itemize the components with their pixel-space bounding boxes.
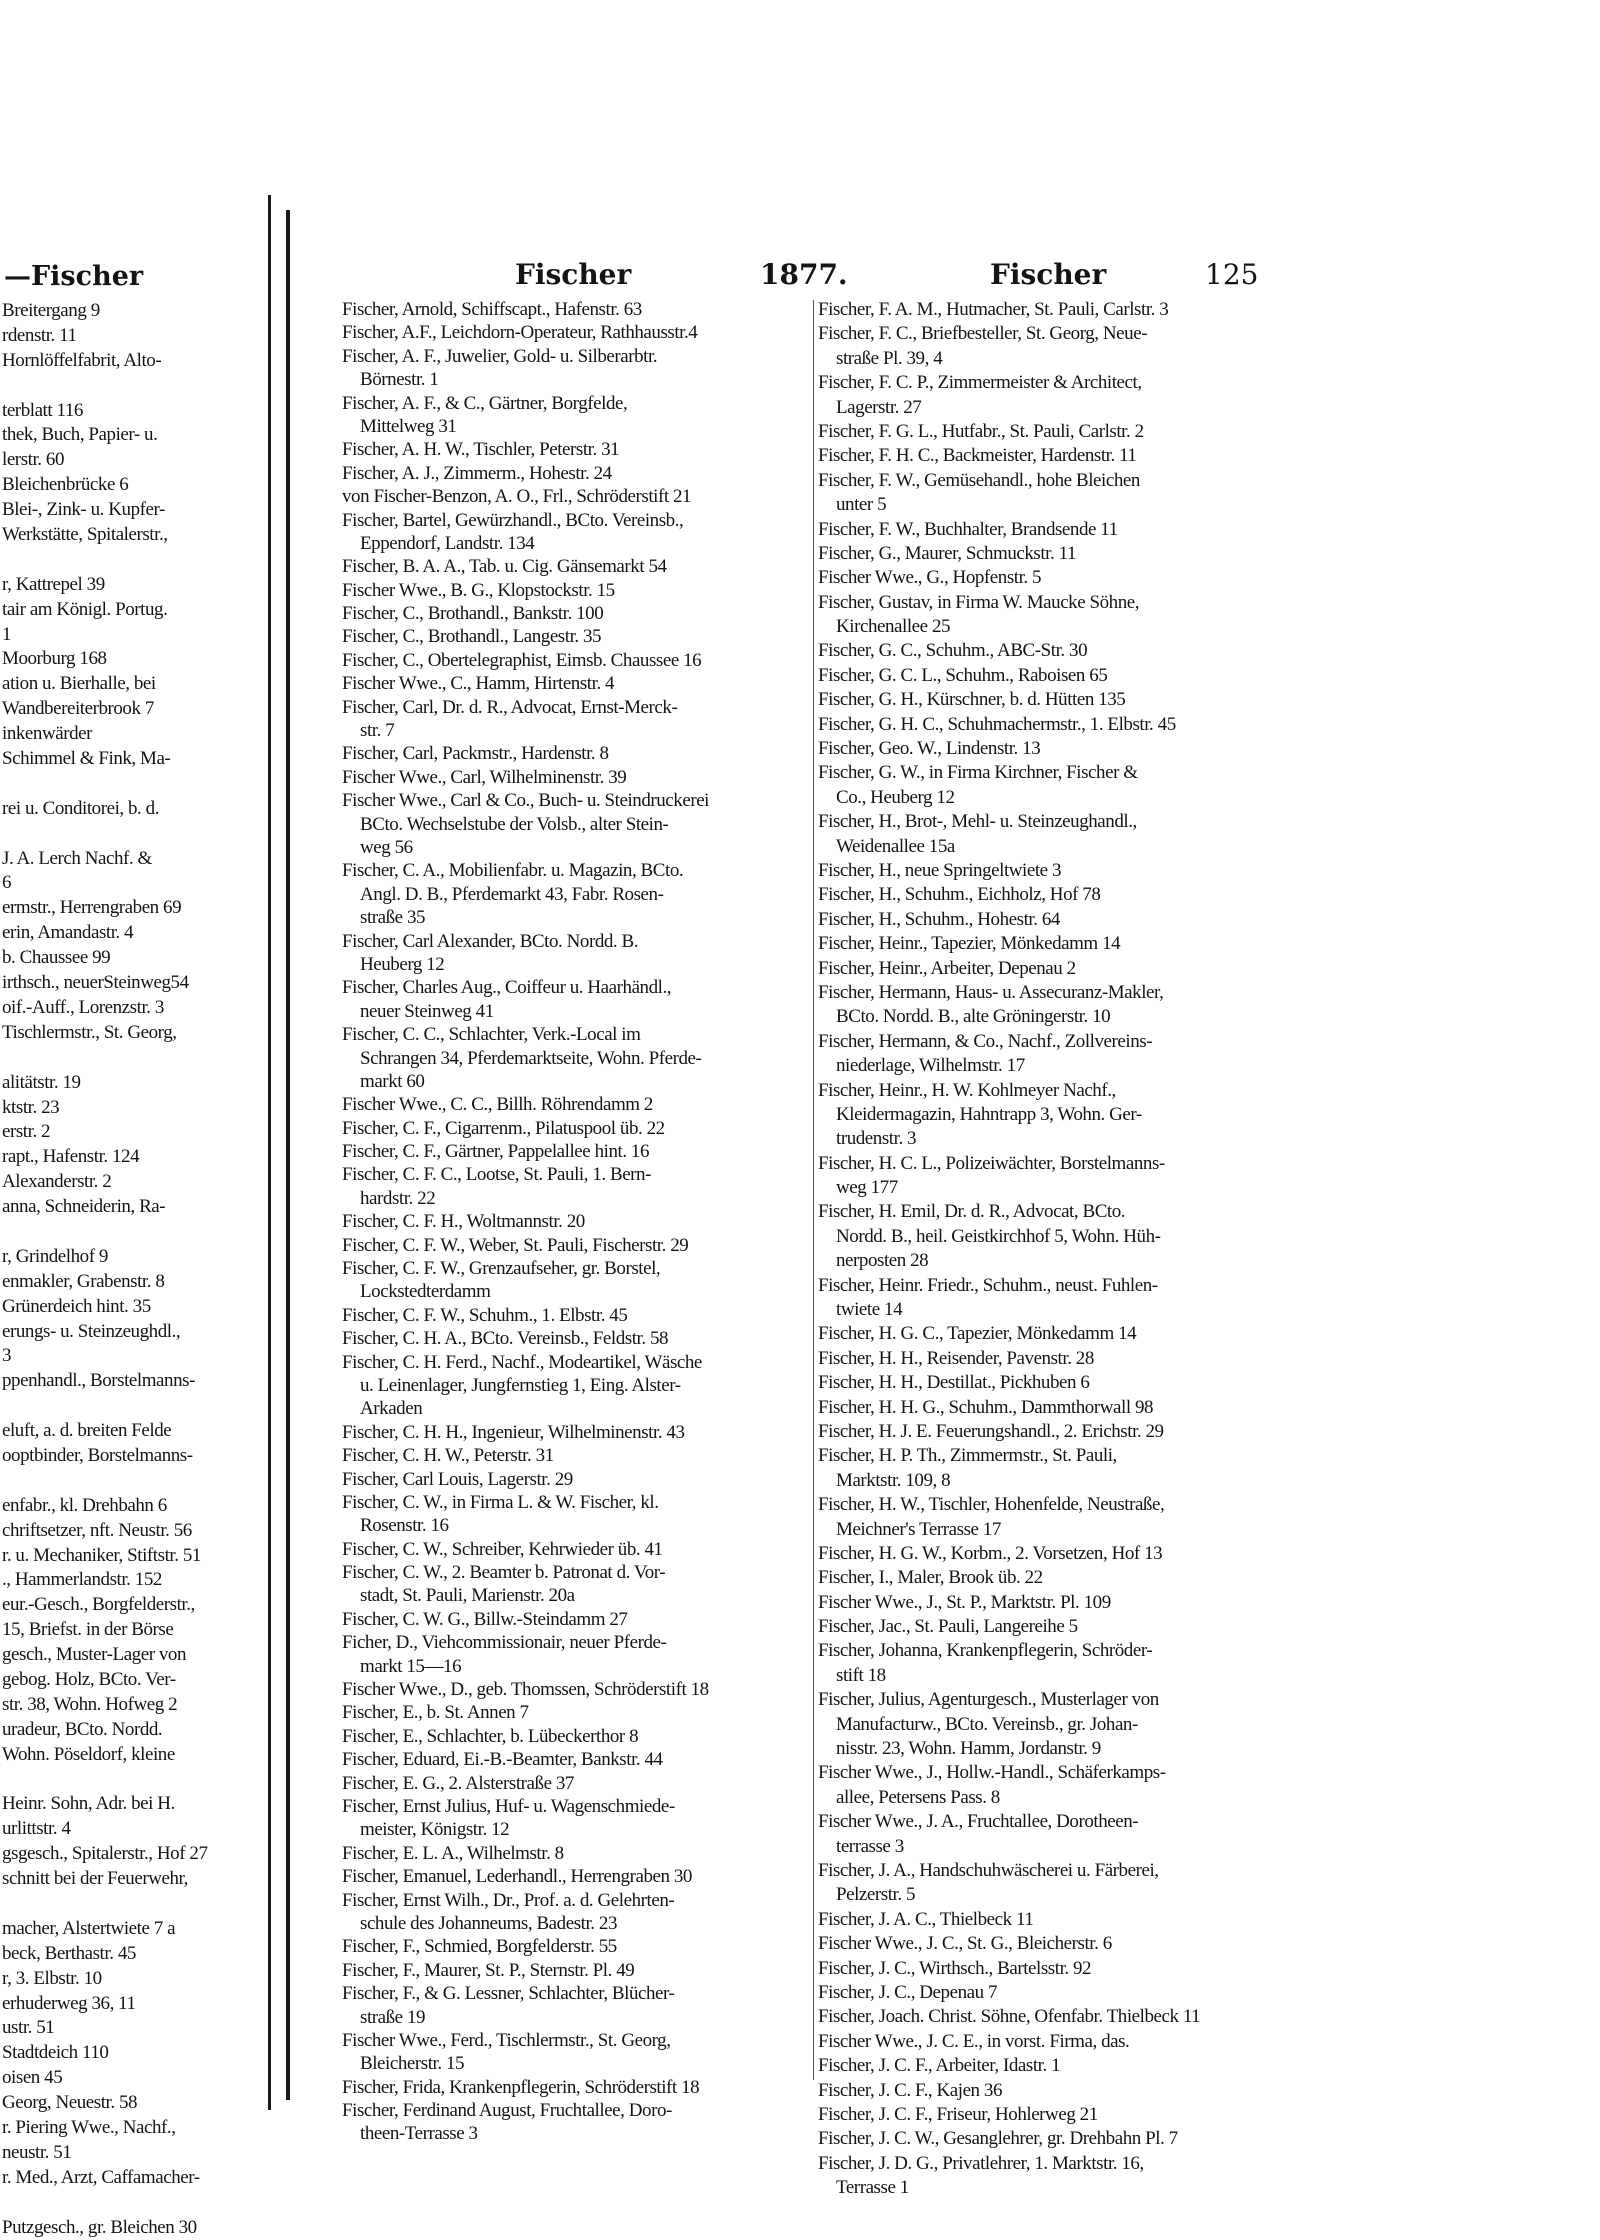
directory-entry-line: schule des Johanneums, Badestr. 23 xyxy=(360,1912,617,1934)
page-gutter xyxy=(286,210,290,2100)
directory-entry-line: markt 60 xyxy=(360,1070,425,1092)
directory-entry-line: Fischer Wwe., J. C. E., in vorst. Firma, das. xyxy=(818,2030,1130,2052)
directory-entry-line: Fischer, Arnold, Schiffscapt., Hafenstr. 63 xyxy=(342,299,642,320)
directory-entry-line: Mittelweg 31 xyxy=(360,415,457,437)
directory-entry-line: lerstr. 60 xyxy=(2,449,64,471)
directory-entry-line: Fischer, H. C. L., Polizeiwächter, Borstelmanns- xyxy=(818,1152,1165,1174)
directory-entry-line: Moorburg 168 xyxy=(2,648,107,670)
directory-entry-line: Schrangen 34, Pferdemarktseite, Wohn. Pferde- xyxy=(360,1047,702,1069)
directory-entry-line: Fischer, Carl Alexander, BCto. Nordd. B. xyxy=(342,930,639,952)
directory-column-right xyxy=(818,298,1302,2199)
directory-entry-line: Schimmel & Fink, Ma- xyxy=(2,748,171,770)
directory-entry-line: Fischer, A. F., Juwelier, Gold- u. Silberarbtr. xyxy=(342,345,658,367)
directory-entry-line: Fischer, F., Maurer, St. P., Sternstr. Pl. 49 xyxy=(342,1959,635,1981)
directory-entry-line: Fischer, Carl Louis, Lagerstr. 29 xyxy=(342,1468,573,1490)
directory-entry-line: Wandbereiterbrook 7 xyxy=(2,698,154,720)
directory-entry-line: Fischer, Geo. W., Lindenstr. 13 xyxy=(818,738,1041,760)
directory-entry-line: Fischer, Ernst Wilh., Dr., Prof. a. d. Gelehrten- xyxy=(342,1889,675,1911)
directory-entry-line: Fischer, A. F., & C., Gärtner, Borgfelde, xyxy=(342,392,628,414)
directory-entry-line: Fischer, H., Schuhm., Eichholz, Hof 78 xyxy=(818,884,1101,906)
directory-entry-line: Pelzerstr. 5 xyxy=(836,1884,916,1906)
directory-entry-line: Fischer Wwe., Carl, Wilhelminenstr. 39 xyxy=(342,766,627,788)
directory-entry-line: straße Pl. 39, 4 xyxy=(836,347,943,369)
directory-entry-line: Fischer, G., Maurer, Schmuckstr. 11 xyxy=(818,542,1077,564)
directory-entry-line: von Fischer-Benzon, A. O., Frl., Schröderstift 21 xyxy=(342,486,692,508)
directory-entry-line: Fischer, Johanna, Krankenpflegerin, Schröder- xyxy=(818,1640,1153,1662)
directory-entry-line: weg 177 xyxy=(836,1177,898,1199)
directory-entry-line: rdenstr. 11 xyxy=(2,324,77,346)
directory-entry-line: Fischer, H. H., Reisender, Pavenstr. 28 xyxy=(818,1347,1094,1369)
directory-entry-line: Lockstedterdamm xyxy=(360,1281,491,1303)
directory-entry-line: Fischer, J. A., Handschuhwäscherei u. Färberei, xyxy=(818,1860,1159,1881)
directory-entry-line: theen-Terrasse 3 xyxy=(360,2123,478,2145)
directory-entry-line: Fischer, F. W., Buchhalter, Brandsende 11 xyxy=(818,518,1118,540)
directory-column-left xyxy=(342,298,812,2145)
directory-entry-line: Fischer, Eduard, Ei.-B.-Beamter, Bankstr. 44 xyxy=(342,1749,663,1771)
directory-entry-line: straße 35 xyxy=(360,907,426,929)
directory-entry-line: Fischer, H. J. E. Feuerungshandl., 2. Erichstr. 29 xyxy=(818,1420,1164,1442)
directory-entry-line: Fischer, Jac., St. Pauli, Langereihe 5 xyxy=(818,1616,1078,1638)
directory-entry-line: anna, Schneiderin, Ra- xyxy=(2,1196,166,1218)
directory-entry-line: Fischer, J. C. W., Gesanglehrer, gr. Drehbahn Pl. 7 xyxy=(818,2128,1178,2150)
directory-entry-line: Hornlöffelfabrit, Alto- xyxy=(2,349,162,371)
directory-entry-line: irthsch., neuerSteinweg54 xyxy=(2,972,189,994)
directory-entry-line: Fischer, C., Brothandl., Langestr. 35 xyxy=(342,626,602,648)
left-page-column xyxy=(2,299,264,2238)
directory-entry-line: Fischer, Ernst Julius, Huf- u. Wagenschmiede- xyxy=(342,1796,675,1817)
directory-entry-line: Fischer, E. L. A., Wilhelmstr. 8 xyxy=(342,1842,564,1864)
directory-entry-line: Fischer, C., Obertelegraphist, Eimsb. Chaussee 16 xyxy=(342,649,702,671)
directory-entry-line: str. 7 xyxy=(360,720,395,742)
directory-entry-line: Fischer, G. C., Schuhm., ABC-Str. 30 xyxy=(818,640,1088,662)
directory-entry-line: ppenhandl., Borstelmanns- xyxy=(2,1370,195,1392)
directory-entry-line: Fischer, C. H. W., Peterstr. 31 xyxy=(342,1445,554,1467)
directory-entry-line: terblatt 116 xyxy=(2,399,83,421)
directory-entry-line xyxy=(2,1394,264,1419)
directory-entry-line: r, Grindelhof 9 xyxy=(2,1245,108,1267)
directory-entry-line: J. A. Lerch Nachf. & xyxy=(2,847,152,869)
column-divider xyxy=(813,300,814,2080)
directory-entry-line: ., Hammerlandstr. 152 xyxy=(2,1569,162,1591)
directory-entry-line: Georg, Neuestr. 58 xyxy=(2,2092,138,2114)
directory-entry-line: b. Chaussee 99 xyxy=(2,947,111,969)
directory-entry-line: ooptbinder, Borstelmanns- xyxy=(2,1444,193,1466)
directory-entry-line: Fischer, E., b. St. Annen 7 xyxy=(342,1702,529,1724)
directory-entry-line: hardstr. 22 xyxy=(360,1187,436,1209)
directory-entry-line: Fischer Wwe., J., Hollw.-Handl., Schäferkamps- xyxy=(818,1762,1166,1784)
directory-entry-line: Fischer, Charles Aug., Coiffeur u. Haarhändl., xyxy=(342,977,672,999)
directory-entry-line: 3 xyxy=(2,1345,12,1367)
directory-entry-line: Fischer, F. G. L., Hutfabr., St. Pauli, Carlstr. 2 xyxy=(818,420,1144,442)
directory-entry-line: Fischer, C. H. Ferd., Nachf., Modeartikel, Wäsche xyxy=(342,1351,702,1373)
directory-entry-line: Fischer, G. W., in Firma Kirchner, Fischer & xyxy=(818,762,1138,784)
directory-entry-line: Alexanderstr. 2 xyxy=(2,1171,112,1193)
directory-entry-line: Rosenstr. 16 xyxy=(360,1515,449,1537)
directory-entry-line: Wohn. Pöseldorf, kleine xyxy=(2,1743,175,1765)
directory-entry-line: Fischer, Gustav, in Firma W. Maucke Söhne, xyxy=(818,591,1140,613)
directory-entry-line: Fischer, Ferdinand August, Fruchtallee, Doro- xyxy=(342,2100,672,2122)
directory-entry-line: macher, Alstertwiete 7 a xyxy=(2,1917,176,1939)
directory-entry-line: 6 xyxy=(2,872,12,894)
directory-entry-line: Heinr. Sohn, Adr. bei H. xyxy=(2,1793,175,1815)
directory-entry-line: Fischer, G. H., Kürschner, b. d. Hütten 135 xyxy=(818,689,1126,711)
directory-entry-line: Fischer, C. W., Schreiber, Kehrwieder üb. 41 xyxy=(342,1538,663,1560)
directory-entry-line: Fischer, Carl, Dr. d. R., Advocat, Ernst-Merck- xyxy=(342,696,678,718)
directory-entry-line xyxy=(2,1220,264,1245)
directory-entry-line: eluft, a. d. breiten Felde xyxy=(2,1420,172,1442)
directory-entry-line: Fischer, J. C. F., Friseur, Hohlerweg 21 xyxy=(818,2103,1098,2125)
directory-entry-line: Fischer, C. F. W., Grenzaufseher, gr. Borstel, xyxy=(342,1258,661,1280)
directory-entry-line: Fischer, F. A. M., Hutmacher, St. Pauli, Carlstr. 3 xyxy=(818,299,1169,320)
directory-entry-line: ermstr., Herrengraben 69 xyxy=(2,897,182,919)
directory-entry-line: r. u. Mechaniker, Stiftstr. 51 xyxy=(2,1544,201,1566)
directory-entry-line: Fischer, A. J., Zimmerm., Hohestr. 24 xyxy=(342,462,612,484)
header-year: 1877. xyxy=(760,258,848,291)
directory-entry-line xyxy=(2,1768,264,1793)
directory-entry-line: Fischer, A. H. W., Tischler, Peterstr. 31 xyxy=(342,439,620,461)
directory-entry-line: r, Kattrepel 39 xyxy=(2,573,105,595)
directory-entry-line xyxy=(2,822,264,847)
directory-entry-line: Fischer, C. H. H., Ingenieur, Wilhelminenstr. 43 xyxy=(342,1421,685,1443)
left-facing-page xyxy=(0,195,271,2238)
directory-entry-line: Grünerdeich hint. 35 xyxy=(2,1295,151,1317)
directory-entry-line: 1 xyxy=(2,623,12,645)
directory-entry-line: Fischer, H. W., Tischler, Hohenfelde, Neustraße, xyxy=(818,1494,1165,1516)
directory-entry-line: Fischer Wwe., J. A., Fruchtallee, Dorotheen- xyxy=(818,1811,1139,1833)
directory-entry-line: enmakler, Grabenstr. 8 xyxy=(2,1270,165,1292)
directory-entry-line: Fischer, B. A. A., Tab. u. Cig. Gänsemarkt 54 xyxy=(342,556,667,578)
header-left-word: Fischer xyxy=(515,258,632,291)
directory-entry-line: Fischer, E., Schlachter, b. Lübeckerthor 8 xyxy=(342,1725,639,1747)
directory-entry-line: Ficher, D., Viehcommissionair, neuer Pferde- xyxy=(342,1632,667,1654)
directory-entry-line: str. 38, Wohn. Hofweg 2 xyxy=(2,1693,178,1715)
directory-entry-line: unter 5 xyxy=(836,494,887,516)
directory-entry-line: chriftsetzer, nft. Neustr. 56 xyxy=(2,1519,192,1541)
directory-entry-line: ustr. 51 xyxy=(2,2017,55,2039)
directory-entry-line: alitätstr. 19 xyxy=(2,1071,81,1093)
directory-entry-line: ktstr. 23 xyxy=(2,1096,60,1118)
directory-entry-line: Marktstr. 109, 8 xyxy=(836,1469,951,1491)
directory-entry-line: Meichner's Terrasse 17 xyxy=(836,1518,1001,1540)
directory-entry-line: Fischer, Heinr., H. W. Kohlmeyer Nachf., xyxy=(818,1079,1116,1101)
directory-entry-line: erhuderweg 36, 11 xyxy=(2,1992,136,2014)
directory-entry-line: Fischer, C. C., Schlachter, Verk.-Local im xyxy=(342,1024,641,1046)
directory-entry-line: stift 18 xyxy=(836,1664,886,1686)
directory-entry-line: rapt., Hafenstr. 124 xyxy=(2,1146,140,1168)
directory-entry-line: Fischer Wwe., J. C., St. G., Bleicherstr. 6 xyxy=(818,1933,1112,1955)
directory-entry-line: Kleidermagazin, Hahntrapp 3, Wohn. Ger- xyxy=(836,1103,1142,1125)
directory-entry-line: Fischer, Joach. Christ. Söhne, Ofenfabr. Thielbeck 11 xyxy=(818,2006,1201,2028)
directory-entry-line: Fischer, Heinr. Friedr., Schuhm., neust. Fuhlen- xyxy=(818,1274,1158,1296)
directory-entry-line xyxy=(2,548,264,573)
directory-entry-line: tair am Königl. Portug. xyxy=(2,598,168,620)
directory-entry-line: Fischer, F., & G. Lessner, Schlachter, Blücher- xyxy=(342,1983,675,2005)
directory-entry-line: meister, Königstr. 12 xyxy=(360,1819,510,1841)
directory-entry-line: markt 15—16 xyxy=(360,1655,462,1677)
directory-entry-line: Fischer, C. F. C., Lootse, St. Pauli, 1. Bern- xyxy=(342,1164,651,1186)
directory-entry-line: Fischer, C., Brothandl., Bankstr. 100 xyxy=(342,603,604,625)
directory-entry-line: terrasse 3 xyxy=(836,1835,904,1857)
directory-entry-line xyxy=(2,772,264,797)
directory-entry-line: schnitt bei der Feuerwehr, xyxy=(2,1868,188,1890)
directory-entry-line: Fischer, Heinr., Arbeiter, Depenau 2 xyxy=(818,957,1076,979)
directory-entry-line: Fischer, Carl, Packmstr., Hardenstr. 8 xyxy=(342,743,609,765)
directory-entry-line: gsgesch., Spitalerstr., Hof 27 xyxy=(2,1843,208,1865)
directory-entry-line: Börnestr. 1 xyxy=(360,369,439,391)
directory-entry-line: Fischer, H. G. W., Korbm., 2. Vorsetzen, Hof 13 xyxy=(818,1542,1163,1564)
directory-entry-line: Heuberg 12 xyxy=(360,953,445,975)
header-right-word: Fischer xyxy=(990,258,1107,291)
directory-entry-line: Blei-, Zink- u. Kupfer- xyxy=(2,499,165,521)
directory-entry-line: Fischer, Bartel, Gewürzhandl., BCto. Vereinsb., xyxy=(342,509,684,531)
directory-entry-line: Nordd. B., heil. Geistkirchhof 5, Wohn. Hüh- xyxy=(836,1225,1161,1247)
directory-entry-line: Fischer, C. A., Mobilienfabr. u. Magazin, BCto. xyxy=(342,860,684,882)
directory-entry-line: Manufacturw., BCto. Vereinsb., gr. Johan- xyxy=(836,1713,1138,1735)
directory-entry-line: neuer Steinweg 41 xyxy=(360,1000,494,1022)
directory-entry-line: Lagerstr. 27 xyxy=(836,396,922,418)
directory-entry-line xyxy=(2,1892,264,1917)
directory-entry-line: nerposten 28 xyxy=(836,1250,929,1272)
directory-entry-line: Putzgesch., gr. Bleichen 30 xyxy=(2,2216,197,2238)
directory-entry-line: Fischer, H., neue Springeltwiete 3 xyxy=(818,859,1062,881)
directory-entry-line: Fischer, F. W., Gemüsehandl., hohe Bleichen xyxy=(818,469,1140,491)
directory-entry-line: twiete 14 xyxy=(836,1299,903,1321)
directory-entry-line: Werkstätte, Spitalerstr., xyxy=(2,524,168,546)
right-page-margin xyxy=(1340,0,1600,2177)
directory-entry-line: Fischer Wwe., G., Hopfenstr. 5 xyxy=(818,567,1042,589)
directory-entry-line: Fischer, Frida, Krankenpflegerin, Schröderstift 18 xyxy=(342,2076,700,2098)
directory-entry-line: erstr. 2 xyxy=(2,1121,51,1143)
directory-entry-line: oisen 45 xyxy=(2,2067,63,2089)
directory-entry-line: Fischer Wwe., B. G., Klopstockstr. 15 xyxy=(342,579,615,601)
directory-entry-line: Fischer, A.F., Leichdorn-Operateur, Rathhausstr.4 xyxy=(342,322,698,344)
directory-entry-line: Fischer, H., Brot-, Mehl- u. Steinzeughandl., xyxy=(818,811,1137,833)
directory-entry-line: Fischer Wwe., C. C., Billh. Röhrendamm 2 xyxy=(342,1094,653,1116)
page-number: 125 xyxy=(1205,258,1259,291)
directory-entry-line: Fischer, J. C. F., Kajen 36 xyxy=(818,2079,1003,2101)
directory-entry-line: Fischer Wwe., Ferd., Tischlermstr., St. Georg, xyxy=(342,2029,671,2051)
directory-entry-line: uradeur, BCto. Nordd. xyxy=(2,1718,163,1740)
directory-entry-line: inkenwärder xyxy=(2,723,93,745)
directory-entry-line: Kirchenallee 25 xyxy=(836,616,951,638)
directory-entry-line: Co., Heuberg 12 xyxy=(836,786,955,808)
directory-entry-line: Fischer Wwe., Carl & Co., Buch- u. Steindruckerei xyxy=(342,790,710,812)
directory-entry-line: Weidenallee 15a xyxy=(836,835,955,857)
directory-entry-line: Fischer, C. W. G., Billw.-Steindamm 27 xyxy=(342,1608,628,1630)
directory-entry-line: eur.-Gesch., Borgfelderstr., xyxy=(2,1594,195,1616)
directory-entry-line: Fischer, Julius, Agenturgesch., Musterlager von xyxy=(818,1689,1159,1711)
page-header xyxy=(340,258,1259,298)
directory-entry-line: erungs- u. Steinzeughdl., xyxy=(2,1320,181,1342)
directory-entry-line: Fischer, G. C. L., Schuhm., Raboisen 65 xyxy=(818,664,1108,686)
directory-entry-line: Fischer, C. W., in Firma L. & W. Fischer, kl. xyxy=(342,1491,659,1513)
directory-entry-line: gebog. Holz, BCto. Ver- xyxy=(2,1668,176,1690)
directory-entry-line: trudenstr. 3 xyxy=(836,1128,917,1150)
directory-entry-line: niederlage, Wilhelmstr. 17 xyxy=(836,1055,1025,1077)
directory-entry-line: Fischer, E. G., 2. Alsterstraße 37 xyxy=(342,1772,574,1794)
directory-entry-line xyxy=(2,1046,264,1071)
directory-entry-line: nisstr. 23, Wohn. Hamm, Jordanstr. 9 xyxy=(836,1738,1101,1760)
directory-entry-line: Fischer, Hermann, & Co., Nachf., Zollvereins- xyxy=(818,1030,1153,1052)
directory-entry-line: urlittstr. 4 xyxy=(2,1818,71,1840)
directory-entry-line: Fischer, C. F., Gärtner, Pappelallee hint. 16 xyxy=(342,1141,650,1163)
directory-entry-line: rei u. Conditorei, b. d. xyxy=(2,797,160,819)
directory-entry-line: Fischer, J. A. C., Thielbeck 11 xyxy=(818,1908,1034,1930)
directory-entry-line: Fischer, J. C., Wirthsch., Bartelsstr. 92 xyxy=(818,1957,1092,1979)
directory-entry-line: BCto. Wechselstube der Volsb., alter Stein- xyxy=(360,813,669,835)
directory-entry-line: Fischer, C. F. W., Weber, St. Pauli, Fischerstr. 29 xyxy=(342,1234,689,1256)
directory-entry-line: Fischer, H. P. Th., Zimmermstr., St. Pauli, xyxy=(818,1445,1117,1467)
directory-entry-line: Fischer, H., Schuhm., Hohestr. 64 xyxy=(818,908,1060,930)
directory-entry-line: Fischer Wwe., D., geb. Thomssen, Schröderstift 18 xyxy=(342,1679,709,1701)
directory-entry-line: r. Med., Arzt, Caffamacher- xyxy=(2,2166,200,2188)
directory-entry-line: 15, Briefst. in der Börse xyxy=(2,1619,174,1641)
directory-entry-line: Fischer, J. C. F., Arbeiter, Idastr. 1 xyxy=(818,2055,1061,2077)
directory-entry-line: ation u. Bierhalle, bei xyxy=(2,673,156,695)
directory-entry-line: Fischer, H. Emil, Dr. d. R., Advocat, BCto. xyxy=(818,1201,1126,1223)
directory-entry-line: r. Piering Wwe., Nachf., xyxy=(2,2117,176,2139)
directory-entry-line: Fischer, C. F. W., Schuhm., 1. Elbstr. 45 xyxy=(342,1304,628,1326)
directory-entry-line: oif.-Auff., Lorenzstr. 3 xyxy=(2,996,164,1018)
directory-entry-line: u. Leinenlager, Jungfernstieg 1, Eing. Alster- xyxy=(360,1374,681,1396)
left-running-head: —Fischer xyxy=(4,261,144,292)
directory-entry-line: enfabr., kl. Drehbahn 6 xyxy=(2,1494,167,1516)
directory-entry-line: Tischlermstr., St. Georg, xyxy=(2,1021,177,1043)
directory-entry-line: Fischer, Hermann, Haus- u. Assecuranz-Makler, xyxy=(818,981,1164,1003)
directory-entry-line: straße 19 xyxy=(360,2006,426,2028)
directory-entry-line: beck, Berthastr. 45 xyxy=(2,1942,136,1964)
directory-entry-line: Fischer Wwe., C., Hamm, Hirtenstr. 4 xyxy=(342,673,615,695)
directory-entry-line: Fischer, C. H. A., BCto. Vereinsb., Feldstr. 58 xyxy=(342,1328,669,1350)
directory-entry-line: thek, Buch, Papier- u. xyxy=(2,424,158,446)
directory-entry-line: Fischer, G. H. C., Schuhmachermstr., 1. Elbstr. 45 xyxy=(818,713,1176,735)
directory-entry-line: Fischer, Emanuel, Lederhandl., Herrengraben 30 xyxy=(342,1866,692,1888)
directory-entry-line: Fischer, H. G. C., Tapezier, Mönkedamm 14 xyxy=(818,1323,1137,1345)
directory-entry-line: neustr. 51 xyxy=(2,2141,72,2163)
directory-entry-line xyxy=(2,374,264,399)
directory-entry-line: Breitergang 9 xyxy=(2,300,100,321)
directory-entry-line: Fischer, H. H. G., Schuhm., Dammthorwall 98 xyxy=(818,1396,1154,1418)
directory-entry-line: Fischer, J. D. G., Privatlehrer, 1. Marktstr. 16, xyxy=(818,2152,1144,2174)
directory-entry-line: Fischer, F. C. P., Zimmermeister & Architect, xyxy=(818,372,1142,394)
directory-entry-line: Fischer, J. C., Depenau 7 xyxy=(818,1981,998,2003)
directory-entry-line: Bleichenbrücke 6 xyxy=(2,474,129,496)
directory-entry-line: stadt, St. Pauli, Marienstr. 20a xyxy=(360,1585,575,1607)
directory-entry-line: Stadtdeich 110 xyxy=(2,2042,109,2064)
directory-entry-line: Fischer, I., Maler, Brook üb. 22 xyxy=(818,1567,1043,1589)
directory-entry-line: gesch., Muster-Lager von xyxy=(2,1644,187,1666)
directory-entry-line: Fischer, C. W., 2. Beamter b. Patronat d. Vor- xyxy=(342,1562,666,1584)
directory-entry-line: Fischer, F., Schmied, Borgfelderstr. 55 xyxy=(342,1936,617,1958)
directory-entry-line: Fischer, C. F., Cigarrenm., Pilatuspool üb. 22 xyxy=(342,1117,665,1139)
directory-entry-line: Arkaden xyxy=(360,1398,423,1420)
directory-entry-line: Fischer, C. F. H., Woltmannstr. 20 xyxy=(342,1211,585,1233)
directory-entry-line: BCto. Nordd. B., alte Gröningerstr. 10 xyxy=(836,1006,1111,1028)
directory-entry-line xyxy=(2,2191,264,2216)
directory-entry-line: Eppendorf, Landstr. 134 xyxy=(360,532,535,554)
directory-entry-line xyxy=(2,1469,264,1494)
directory-entry-line: Terrasse 1 xyxy=(836,2177,909,2199)
directory-entry-line: r, 3. Elbstr. 10 xyxy=(2,1967,102,1989)
directory-entry-line: Angl. D. B., Pferdemarkt 43, Fabr. Rosen- xyxy=(360,883,664,905)
directory-entry-line: allee, Petersens Pass. 8 xyxy=(836,1786,1000,1808)
directory-entry-line: Fischer, F. C., Briefbesteller, St. Georg, Neue- xyxy=(818,323,1148,345)
directory-entry-line: Fischer, F. H. C., Backmeister, Hardenstr. 11 xyxy=(818,445,1137,467)
directory-entry-line: Fischer, Heinr., Tapezier, Mönkedamm 14 xyxy=(818,933,1121,955)
directory-entry-line: erin, Amandastr. 4 xyxy=(2,922,134,944)
directory-entry-line: Fischer Wwe., J., St. P., Marktstr. Pl. 109 xyxy=(818,1591,1111,1613)
directory-entry-line: weg 56 xyxy=(360,836,413,858)
directory-entry-line: Fischer, H. H., Destillat., Pickhuben 6 xyxy=(818,1372,1090,1394)
directory-entry-line: Bleicherstr. 15 xyxy=(360,2053,465,2075)
